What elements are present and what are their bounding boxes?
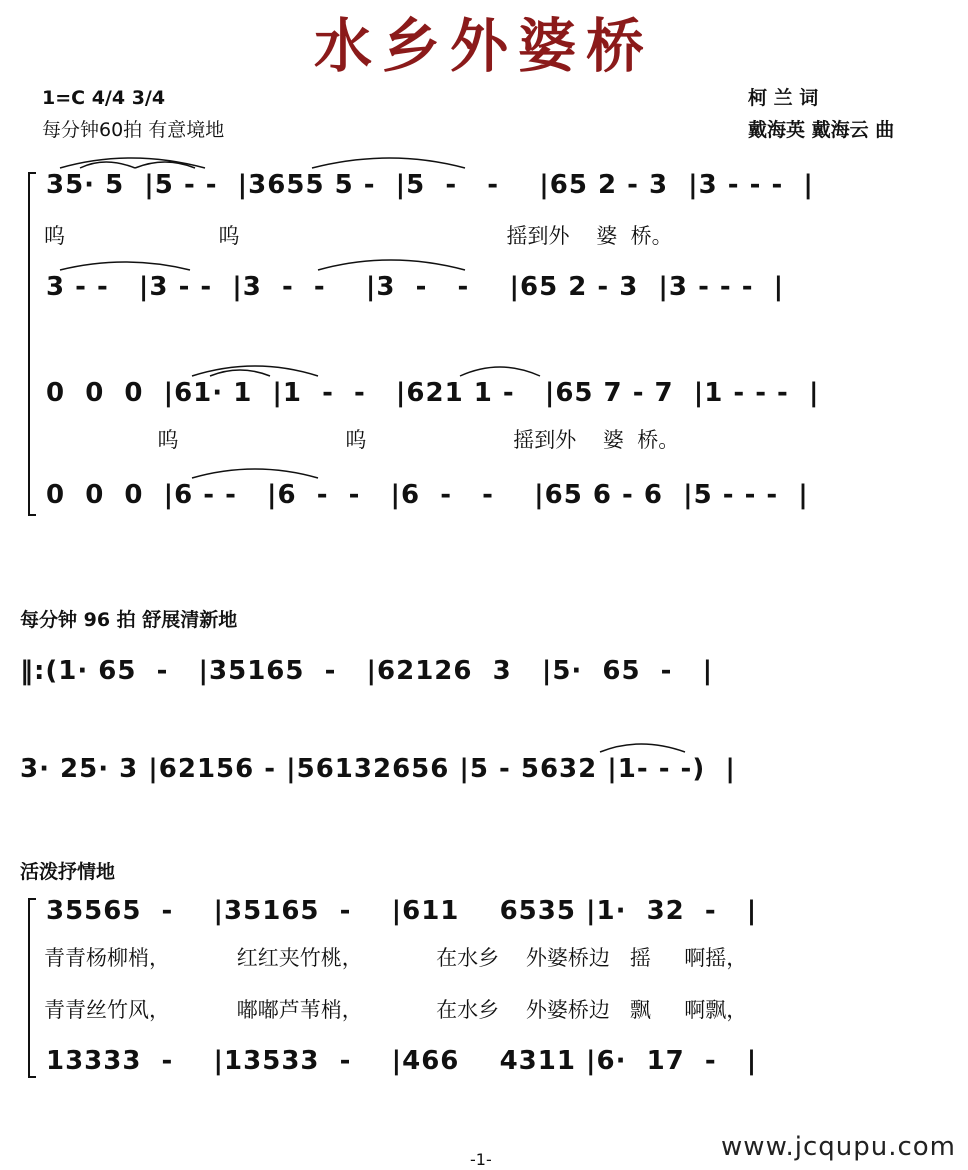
watermark: www.jcqupu.com xyxy=(721,1132,956,1162)
page-number: -1- xyxy=(470,1150,492,1169)
intro-voice2-notes: 3 - - |3 - - |3 - - |3 - - |65 2 - 3 |3 - - - | xyxy=(46,272,785,302)
tempo-intro: 每分钟60拍 有意境地 xyxy=(42,119,225,141)
section3-lyric2: 青青丝竹风， 嘟嘟芦苇梢， 在水乡 外婆桥边 飘 啊飘， xyxy=(44,998,748,1022)
key-meter: 1=C 4/4 3/4 xyxy=(42,87,166,109)
song-title: 水乡外婆桥 xyxy=(313,12,654,80)
intro-voice1-notes: 35· 5 |5 - - |3655 5 - |5 - - |65 2 - 3 |3 - - - | xyxy=(46,170,814,200)
section2-line1: ‖:(1· 65 - |35165 - |62126 3 |5· 65 - | xyxy=(20,656,714,686)
intro-voice3-notes: 0 0 0 |61· 1 |1 - - |621 1 - |65 7 - 7 |1 - - - | xyxy=(46,378,820,408)
system-brace-section3 xyxy=(28,898,36,1078)
intro-voice4-notes: 0 0 0 |6 - - |6 - - |6 - - |65 6 - 6 |5 - - - | xyxy=(46,480,809,510)
composer-credit: 戴海英 戴海云 曲 xyxy=(748,119,895,141)
tempo-section3: 活泼抒情地 xyxy=(20,861,116,883)
section3-lyric1: 青青杨柳梢， 红红夹竹桃， 在水乡 外婆桥边 摇 啊摇， xyxy=(44,946,748,970)
intro-voice1-lyric: 呜 呜 摇到外 婆 桥。 xyxy=(44,224,673,248)
lyricist-credit: 柯 兰 词 xyxy=(748,87,819,109)
section2-line2: 3· 25· 3 |62156 - |56132656 |5 - 5632 |1- - -) | xyxy=(20,754,736,784)
system-brace-intro xyxy=(28,172,36,516)
intro-voice3-lyric: 呜 呜 摇到外 婆 桥。 xyxy=(44,428,680,452)
tempo-section2: 每分钟 96 拍 舒展清新地 xyxy=(20,609,238,631)
section3-voice1-notes: 35565 - |35165 - |611 6535 |1· 32 - | xyxy=(46,896,758,926)
section3-voice2-notes: 13333 - |13533 - |466 4311 |6· 17 - | xyxy=(46,1046,758,1076)
